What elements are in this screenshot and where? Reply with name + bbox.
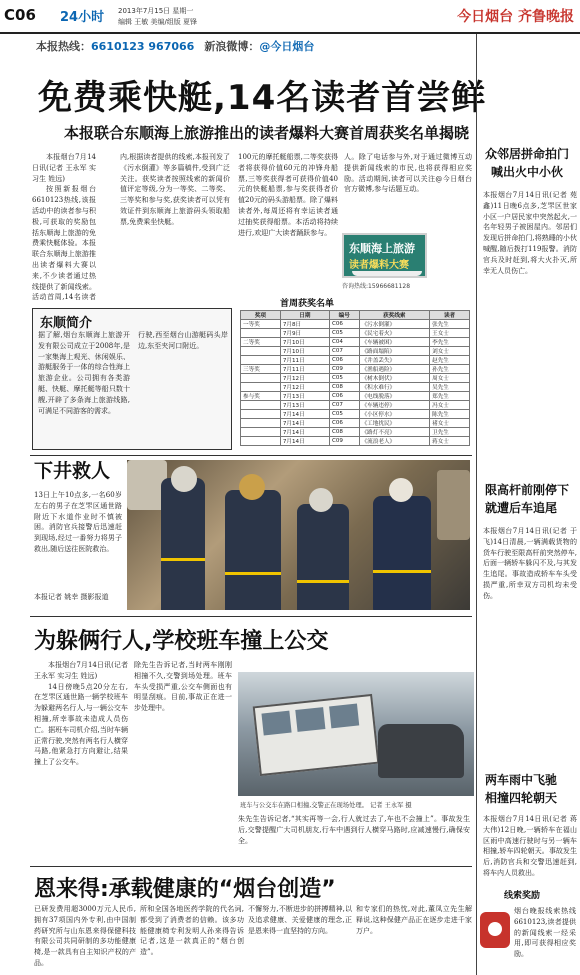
tip-reward-body: 烟台晚报线索热线6610123,读者提供的新闻线索一经采用,即可获得相应奖励。 [514, 907, 576, 959]
issue-meta [118, 6, 197, 28]
lede-column-4: 人。除了电话参与外,对于通过微博互动提供新闻线索的市民,也将获得相应奖励。活动期间,读者可以关注@今日烟台官方微博,参与话题互动。 [344, 153, 472, 194]
bus-crash-byline: 本报烟台7月14日讯(记者 王永军 实习生 姓远) [34, 661, 128, 680]
awards-cell: 7月11日 [280, 356, 329, 365]
awards-cell: 7月14日 [280, 428, 329, 437]
editor-credits: 编辑 王敏 美编/组版 夏锋 [118, 18, 198, 26]
awards-cell: 冯女士 [430, 401, 470, 410]
awards-cell [241, 356, 281, 365]
awards-cell: 7月8日 [280, 320, 329, 329]
right-body-1: 本报烟台7月14日讯(记者 苑 鑫)11日晚6点多,芝罘区世家小区一户居民家中突然起火,一名年轻男子被困屋内。邻居们发现后拼命拍门,将熟睡的小伙喊醒,随后拨打119报警。消防官兵及时赶到,将大火扑灭,所幸无人员伤亡。 [483, 191, 577, 275]
awards-cell: 李先生 [430, 338, 470, 347]
awards-cell: 褚女士 [430, 419, 470, 428]
awards-row [241, 437, 470, 446]
boat-icon [352, 271, 422, 276]
awards-cell: 一等奖 [241, 320, 281, 329]
main-headline: 免费乘快艇,14名读者首尝鲜 [38, 78, 487, 118]
phone-icon [480, 912, 510, 948]
weibo-handle: @今日烟台 [259, 40, 315, 53]
page-header [0, 0, 580, 34]
right-headline-3b: 相撞四轮朝天 [485, 791, 558, 805]
awards-cell: 7月12日 [280, 383, 329, 392]
hotline-label: 本报热线： [36, 40, 91, 53]
promo-line1: 东顺海上旅游 [349, 242, 415, 255]
awards-cell: 赵先生 [430, 356, 470, 365]
awards-row [241, 374, 470, 383]
lede-column-3: 100元的摩托艇船票,二等奖获得者将获得价值60元的冲锋舟船票,三等奖获得者可获得价值40元的快艇船票,参与奖获得者价值20元的码头游船票。除了爆料读者外,每周还将有幸运读者通过抽奖获得船票。本活动将持续进行,欢迎广大读者踊跃参与。 [238, 153, 338, 237]
awards-header-cell: 获奖线索 [359, 311, 430, 320]
awards-cell [241, 401, 281, 410]
awards-cell: 《流浪老人》 [359, 437, 430, 446]
right-column [476, 34, 580, 975]
awards-row [241, 347, 470, 356]
right-headline-2b: 就遭后车追尾 [485, 501, 558, 515]
awards-cell: 吴先生 [430, 383, 470, 392]
awards-cell: 《电线脱落》 [359, 392, 430, 401]
awards-cell: 周女士 [430, 374, 470, 383]
awards-cell: 《车辆被困》 [359, 338, 430, 347]
awards-cell: C06 [329, 320, 359, 329]
brand-city: 今日烟台 [457, 9, 514, 25]
lede-column-1 [32, 152, 96, 302]
awards-cell: 《工地扰民》 [359, 419, 430, 428]
right-headline-3: 两车雨中飞驰 [485, 773, 558, 787]
right-headline-1b: 喊出火中小伙 [491, 165, 564, 179]
awards-cell: 蒋女士 [430, 437, 470, 446]
awards-cell: 《路面塌陷》 [359, 347, 430, 356]
awards-row [241, 410, 470, 419]
awards-cell: C08 [329, 428, 359, 437]
awards-cell: 张先生 [430, 320, 470, 329]
awards-cell: C06 [329, 392, 359, 401]
awards-cell: 7月12日 [280, 374, 329, 383]
enlaide-column-2: 所和全国各地医药学院的代名词,都受到了消费者的信赖。该多功能健康椅专利发明人孙来得告诉记者,这是一款真正的“烟台创造”。 [140, 905, 244, 957]
awards-row [241, 392, 470, 401]
awards-cell: C09 [329, 437, 359, 446]
awards-cell: 《树木倒伏》 [359, 374, 430, 383]
awards-cell [241, 383, 281, 392]
right-body-3: 本报烟台7月14日讯(记者 蒋大伟)12日晚,一辆轿车在福山区雨中高速行驶时与另一辆车相撞,轿车四轮朝天。事故发生后,消防官兵和交警迅速赶到,将车内人员救出。 [483, 815, 577, 877]
tip-reward-box [478, 888, 578, 974]
bus-crash-caption: 班车与公交车在路口相撞,交警正在现场处理。 记者 王永军 摄 [240, 802, 412, 809]
lede-text-1: 按照新报烟台6610123热线,该报活动中的读者参与积极,可获取的奖励包括东顺海上旅游的免费乘快艇体验。本报联合东顺海上旅游推出读者爆料大赛以来,不少读者通过热线提供了新闻线索。活动首周,14名读者 [32, 185, 96, 302]
awards-cell: 7月13日 [280, 401, 329, 410]
hotline-numbers: 6610123 967066 [91, 40, 195, 53]
awards-cell: 7月10日 [280, 338, 329, 347]
bus-crash-photo [238, 672, 474, 796]
column-name: 24小时 [60, 10, 105, 25]
awards-cell [241, 347, 281, 356]
divider [30, 866, 472, 867]
awards-cell: 二等奖 [241, 338, 281, 347]
promo-logo [342, 233, 427, 278]
awards-cell: 孙先生 [430, 365, 470, 374]
awards-cell: 王女士 [430, 329, 470, 338]
awards-header-cell: 奖项 [241, 311, 281, 320]
bus-crash-column-2: 除先生告诉记者,当时两车刚刚相撞不久,交警到场处理。班车车头受损严重,公交车侧面也有明显刮痕。目前,事故正在进一步处理中。 [134, 661, 232, 713]
awards-cell: 刘女士 [430, 347, 470, 356]
awards-cell: 7月10日 [280, 347, 329, 356]
awards-cell: C06 [329, 356, 359, 365]
awards-cell [241, 437, 281, 446]
awards-cell: 《井盖丢失》 [359, 356, 430, 365]
awards-cell: 7月14日 [280, 419, 329, 428]
awards-cell [241, 329, 281, 338]
awards-cell: 《民宅着火》 [359, 329, 430, 338]
awards-cell: 《渔船遇险》 [359, 365, 430, 374]
awards-cell: C06 [329, 419, 359, 428]
right-body-2: 本报烟台7月14日讯(记者 于飞)14日清晨,一辆满载货物的货车行驶至限高杆前突然停车,后面一辆轿车躲闪不及,与其发生追尾。事故造成轿车车头受损严重,所幸双方司机均未受伤。 [483, 527, 577, 600]
section-number: C06 [4, 6, 36, 24]
hotline-bar [36, 38, 314, 54]
awards-cell: 7月14日 [280, 410, 329, 419]
awards-row [241, 383, 470, 392]
enlaide-column-4: 和专家们的热忱,对此,董凤立先生解释说,这种保健产品正在逐步走进千家万户。 [356, 905, 472, 935]
awards-cell: C05 [329, 329, 359, 338]
awards-cell: 《小区停水》 [359, 410, 430, 419]
awards-cell: 7月13日 [280, 392, 329, 401]
bus-crash-headline: 为躲俩行人,学校班车撞上公交 [34, 629, 329, 654]
awards-cell: 郑先生 [430, 392, 470, 401]
awards-cell: C05 [329, 374, 359, 383]
awards-cell: 陈先生 [430, 410, 470, 419]
brand-masthead [457, 6, 574, 26]
intro-title: 东顺简介 [40, 316, 93, 331]
awards-row [241, 419, 470, 428]
awards-row [241, 320, 470, 329]
awards-row [241, 401, 470, 410]
promo-caption: 咨询热线:15966681128 [342, 283, 411, 290]
awards-row [241, 428, 470, 437]
rescue-photo [127, 460, 470, 610]
awards-header-cell: 编号 [329, 311, 359, 320]
tip-reward-title: 线索奖励 [504, 891, 541, 901]
awards-cell: C09 [329, 365, 359, 374]
promo-line2: 读者爆料大赛 [349, 260, 409, 271]
awards-cell: C04 [329, 338, 359, 347]
awards-row [241, 365, 470, 374]
right-headline-2: 限高杆前刚停下 [485, 483, 570, 497]
enlaide-headline: 恩来得:承载健康的“烟台创造” [34, 877, 336, 902]
main-subheadline: 本报联合东顺海上旅游推出的读者爆料大赛首周获奖名单揭晓 [64, 124, 470, 142]
awards-cell: C07 [329, 401, 359, 410]
right-headline-1: 众邻居拼命拍门 [485, 147, 570, 161]
awards-cell [241, 419, 281, 428]
awards-cell: 《污水倒灌》 [359, 320, 430, 329]
awards-cell: C07 [329, 347, 359, 356]
intro-body: 据了解,烟台东顺海上旅游开发有限公司成立于2008年,是一家集海上观光、休闲娱乐、游艇服务于一体的综合性海上旅游企业。公司拥有各类游艇、快艇、摩托艇等船只数十艘,开辟了多条海上旅游线路,可满足不同游客的需求。 [38, 331, 130, 415]
divider [30, 616, 472, 617]
enlaide-column-3: 不懈努力,不断进步的拼搏精神,以及追求健康、关爱健康的理念,正是恩来得一直坚持的方向。 [248, 905, 352, 935]
awards-cell: C05 [329, 410, 359, 419]
weibo-label: 新浪微博： [204, 40, 260, 53]
awards-cell: 卫先生 [430, 428, 470, 437]
rescue-headline: 下井救人 [34, 460, 111, 482]
awards-cell: 《积水难行》 [359, 383, 430, 392]
brand-paper: 齐鲁晚报 [518, 9, 574, 25]
bus-crash-column-3: 朱先生告诉记者,“其实再等一会,行人就过去了,车也不会撞上”。事故发生后,交警提醒广大司机朋友,行车中遇到行人横穿马路时,应减速慢行,确保安全。 [238, 815, 470, 845]
awards-row [241, 356, 470, 365]
awards-cell: 三等奖 [241, 365, 281, 374]
lede-column-2: 内,根据读者提供的线索,本报刊发了《污水倒灌》等多篇稿件,受到广泛关注。获奖读者按照线索的新闻价值评定等级,分为一等奖、二等奖、三等奖和参与奖,获奖读者可以凭有效证件到东顺海上旅游码头领取船票,免费乘坐快艇。 [120, 153, 230, 226]
rescue-byline: 本报记者 姚幸 摄影报道 [34, 593, 109, 601]
awards-table [240, 310, 470, 446]
awards-row [241, 329, 470, 338]
bus-crash-text-1: 14日傍晚5点20分左右,在芝罘区通世路一辆学校班车为躲避两名行人,与一辆公交车相撞,所幸事故未造成人员伤亡。据班车司机介绍,当时车辆正常行驶,突然有两名行人横穿马路,他紧急打方向避让,结果撞上了公交车。 [34, 682, 128, 767]
lede-byline: 本报烟台7月14日讯(记者 王永军 实习生 姓远) [32, 153, 96, 183]
awards-cell [241, 410, 281, 419]
awards-cell: 《车辆违停》 [359, 401, 430, 410]
awards-cell: 《路灯不亮》 [359, 428, 430, 437]
awards-header-cell: 日期 [280, 311, 329, 320]
awards-cell: 7月9日 [280, 329, 329, 338]
issue-date: 2013年7月15日 星期一 [118, 7, 194, 15]
bus-crash-column-1 [34, 660, 128, 862]
enlaide-column-1: 已研发费用超3000万元人民币,拥有37项国内外专利,由中国制药研究所与山东恩来得保健科技有限公司共同研制的多功能健康椅,是一款具有自主知识产权的产品。 [34, 905, 136, 967]
intro-note: 行驶,西至烟台山游艇码头岸边,东至夹河口附近。 [138, 331, 228, 350]
awards-cell [241, 374, 281, 383]
awards-cell: 参与奖 [241, 392, 281, 401]
awards-header-cell: 读者 [430, 311, 470, 320]
awards-cell: 7月14日 [280, 437, 329, 446]
awards-cell: C08 [329, 383, 359, 392]
awards-cell [241, 428, 281, 437]
awards-cell: 7月11日 [280, 365, 329, 374]
awards-title: 首周获奖名单 [280, 299, 335, 309]
rescue-body: 13日上午10点多,一名60岁左右的男子在芝罘区通世路附近下水道作业时不慎被困。消防官兵接警后迅速赶到现场,经过一番努力将男子救出,随后送往医院救治。 [34, 491, 122, 553]
awards-row [241, 338, 470, 347]
